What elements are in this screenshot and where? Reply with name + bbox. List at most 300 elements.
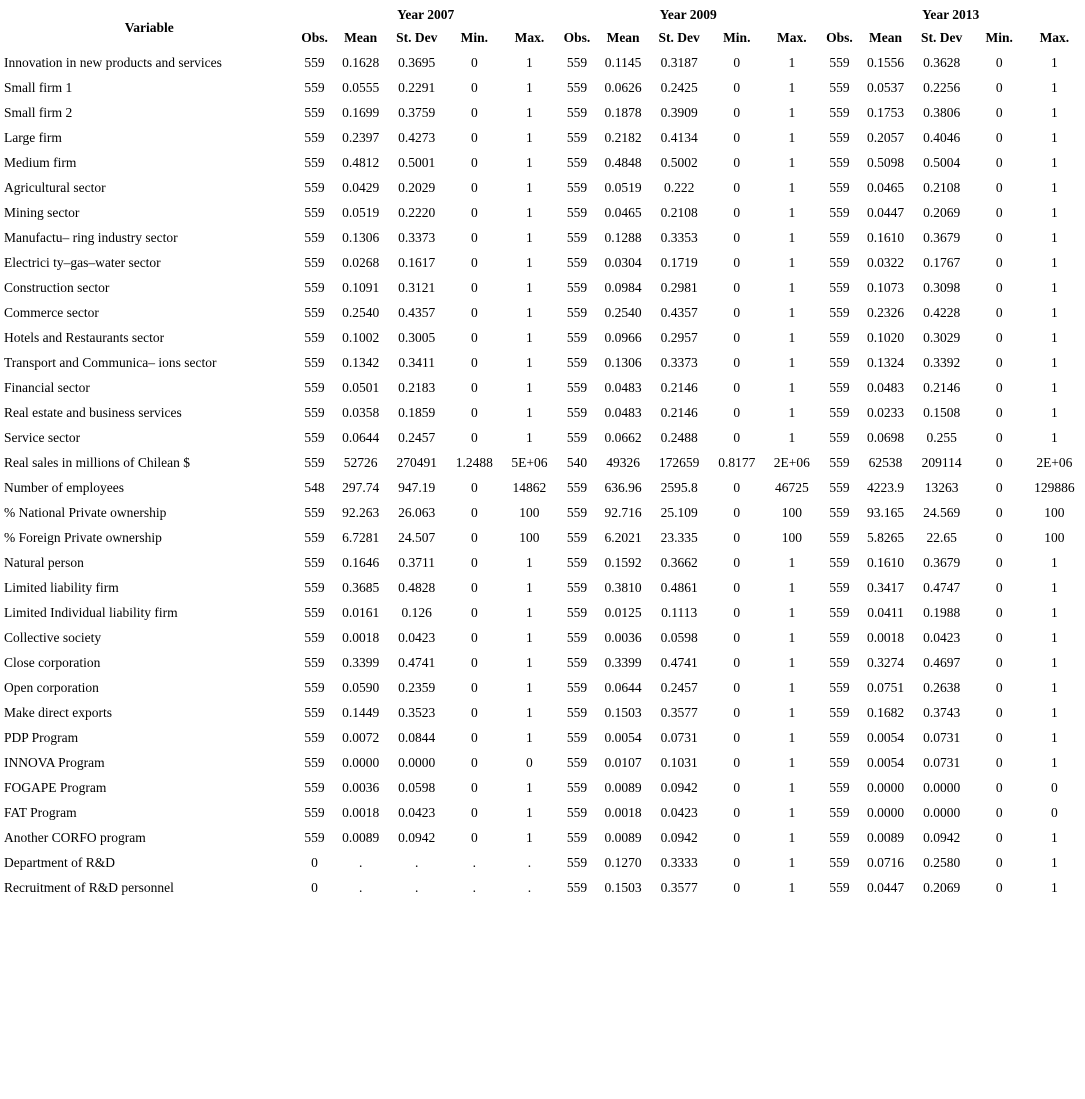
stat-value: 0.0483	[866, 380, 905, 395]
stat-value: 559	[304, 55, 325, 70]
stat-value: 0	[470, 580, 478, 595]
stat-value: 0	[995, 155, 1003, 170]
stat-value: 0	[733, 480, 741, 495]
stat-value: 0	[470, 380, 478, 395]
stat-value: 559	[566, 255, 588, 270]
stat-header-max: Max.	[514, 30, 545, 45]
stat-value: 0.0644	[604, 680, 642, 695]
variable-name: Collective society	[4, 630, 102, 645]
stat-value: 1	[526, 630, 533, 645]
stat-value: 0	[733, 880, 741, 895]
stat-value: 0	[733, 80, 741, 95]
stat-value: 0.0233	[866, 405, 905, 420]
stat-value: 1	[788, 355, 796, 370]
stat-value: 559	[829, 830, 850, 845]
stat-value: 0.1878	[604, 105, 642, 120]
stat-value: 0.1753	[866, 105, 905, 120]
stat-value: 0	[733, 305, 741, 320]
table-row	[4, 650, 1082, 675]
stat-value: 559	[566, 355, 588, 370]
stat-value: 1	[1051, 330, 1058, 345]
stat-value: 559	[566, 205, 588, 220]
stat-value: 559	[829, 355, 850, 370]
table-row	[4, 525, 1082, 550]
stat-value: 1	[1051, 655, 1058, 670]
stat-value: 0.0423	[398, 630, 436, 645]
stat-value: 0.0268	[342, 255, 380, 270]
stat-value: 0	[995, 530, 1003, 545]
variable-name: Recruitment of R&D personnel	[4, 880, 174, 895]
stat-value: 22.65	[926, 530, 957, 545]
variable-name: Small firm 2	[4, 105, 73, 120]
stat-value: 0.0942	[660, 780, 698, 795]
stat-value: 1	[526, 280, 533, 295]
stat-header-obs: Obs.	[301, 30, 328, 45]
stat-value: 0.0054	[866, 755, 905, 770]
stat-value: 0.4812	[342, 155, 380, 170]
stat-value: 0	[470, 105, 478, 120]
stat-value: 0	[470, 705, 478, 720]
stat-value: 559	[829, 380, 850, 395]
stat-value: 0.1610	[866, 555, 905, 570]
stat-value: 0	[470, 55, 478, 70]
stat-value: 0	[470, 630, 478, 645]
stat-value: 0.0447	[866, 880, 905, 895]
stat-value: 0.4741	[398, 655, 436, 670]
stat-value: 1	[788, 230, 796, 245]
stat-value: 559	[829, 405, 850, 420]
stat-value: 0	[995, 580, 1003, 595]
stat-value: 559	[829, 730, 850, 745]
stat-value: 25.109	[660, 505, 698, 520]
stat-value: 52726	[343, 455, 378, 470]
stat-value: 0.1767	[923, 255, 961, 270]
stat-value: 559	[304, 430, 325, 445]
table-row	[4, 475, 1082, 500]
stat-value: 0	[733, 205, 741, 220]
stat-value: 0.0322	[866, 255, 905, 270]
stat-value: 559	[304, 355, 325, 370]
stat-value: 559	[304, 730, 325, 745]
stat-value: 0.3695	[398, 55, 436, 70]
stat-value: 1	[526, 605, 533, 620]
stat-value: 559	[566, 880, 588, 895]
stat-value: 0	[995, 305, 1003, 320]
stat-value: 559	[829, 805, 850, 820]
stat-value: 0.0844	[398, 730, 436, 745]
stat-header-max: Max.	[777, 30, 807, 45]
stat-value: 0.255	[926, 430, 957, 445]
stat-value: 0	[311, 855, 318, 870]
stat-value: 1	[526, 655, 533, 670]
stat-value: 93.165	[866, 505, 905, 520]
stat-value: 2595.8	[660, 480, 698, 495]
stat-value: 0.222	[663, 180, 695, 195]
stat-value: 1	[788, 280, 796, 295]
stat-value: 0	[470, 480, 478, 495]
stat-value: 1	[1051, 830, 1058, 845]
stat-value: 559	[829, 655, 850, 670]
stat-value: 0.2957	[660, 330, 698, 345]
stat-value: 559	[566, 380, 588, 395]
stat-value: 1	[1051, 80, 1058, 95]
stat-value: 559	[304, 530, 325, 545]
stat-value: 559	[829, 80, 850, 95]
stat-value: 0.0662	[604, 430, 642, 445]
stat-value: 1	[788, 105, 796, 120]
stat-value: 0.1646	[342, 555, 380, 570]
table-row	[4, 325, 1082, 350]
stat-value: 559	[829, 755, 850, 770]
stat-value: 559	[829, 330, 850, 345]
stat-value: 559	[304, 680, 325, 695]
stat-value: 0.1682	[866, 705, 905, 720]
stat-value: 0.2220	[398, 205, 436, 220]
stat-header-mean: Mean	[606, 30, 640, 45]
stat-value: 0	[995, 280, 1003, 295]
stat-value: 0	[733, 380, 741, 395]
stat-value: 559	[829, 430, 850, 445]
stat-value: 0	[733, 680, 741, 695]
stat-value: 0.0537	[866, 80, 905, 95]
stat-value: 540	[566, 455, 588, 470]
stat-value: 0.5001	[398, 155, 436, 170]
stat-value: 559	[566, 680, 588, 695]
stat-value: 0.0411	[867, 605, 904, 620]
stat-value: 0.3810	[604, 580, 642, 595]
stat-value: 0.3759	[398, 105, 436, 120]
stat-value: 0.3743	[923, 705, 961, 720]
variable-name: Another CORFO program	[4, 830, 146, 845]
stat-value: 0	[995, 255, 1003, 270]
variable-name: Department of R&D	[4, 855, 115, 870]
variable-name: INNOVA Program	[4, 755, 105, 770]
stat-value: 0	[1051, 805, 1058, 820]
stat-value: 0.3577	[660, 880, 698, 895]
stat-value: 0	[995, 105, 1003, 120]
stat-value: 559	[566, 755, 588, 770]
stat-value: 0	[995, 430, 1003, 445]
stat-value: 1	[788, 680, 796, 695]
stat-value: 0.2540	[342, 305, 380, 320]
stat-value: 559	[829, 455, 850, 470]
variable-column-header: Variable	[124, 19, 174, 35]
stat-value: 2E+06	[1036, 455, 1073, 470]
stat-value: 0.0429	[342, 180, 380, 195]
stat-value: 0	[733, 705, 741, 720]
stat-value: 0.1617	[398, 255, 436, 270]
stat-value: 0	[470, 355, 478, 370]
stat-value: 0.3685	[342, 580, 380, 595]
stat-value: 0.0731	[660, 730, 698, 745]
stat-value: 0.4273	[398, 130, 436, 145]
stat-value: 1	[788, 305, 796, 320]
stat-value: 0	[733, 130, 741, 145]
stat-value: 0.0598	[660, 630, 698, 645]
stat-value: 559	[304, 705, 325, 720]
stat-value: 1	[788, 655, 796, 670]
stat-value: 0.1306	[604, 355, 642, 370]
stat-header-obs: Obs.	[826, 30, 853, 45]
year-2007-header: Year 2007	[397, 7, 455, 22]
stat-value: 1	[526, 830, 533, 845]
variable-name: Large firm	[4, 130, 62, 145]
stat-value: 559	[829, 480, 850, 495]
stat-value: 0.0018	[866, 630, 905, 645]
stat-value: 0.0598	[398, 780, 436, 795]
stat-value: 0.0125	[604, 605, 642, 620]
stat-value: 559	[304, 555, 325, 570]
stat-value: 559	[566, 55, 588, 70]
table-row	[4, 625, 1082, 650]
stat-value: 1	[526, 580, 533, 595]
stat-value: 0.1592	[604, 555, 642, 570]
table-row	[4, 875, 1082, 900]
stat-value: 559	[304, 380, 325, 395]
variable-name: Innovation in new products and services	[4, 55, 222, 70]
stat-value: 559	[304, 755, 325, 770]
stat-value: 1	[526, 55, 533, 70]
stat-value: 0.4046	[923, 130, 961, 145]
stat-value: 4223.9	[866, 480, 905, 495]
stat-value: 0.0000	[866, 780, 905, 795]
stat-value: 559	[829, 555, 850, 570]
stat-value: 559	[566, 830, 588, 845]
stat-value: 0.3411	[398, 355, 436, 370]
stat-value: 0.1628	[342, 55, 380, 70]
stat-value: 0.0107	[604, 755, 642, 770]
stat-value: 1	[526, 430, 533, 445]
stat-value: 559	[829, 130, 850, 145]
stat-value: 559	[566, 630, 588, 645]
stat-header-stdev: St. Dev	[396, 30, 438, 45]
stat-value: 0.2359	[398, 680, 436, 695]
stat-value: 1	[526, 380, 533, 395]
stat-value: 0.1449	[342, 705, 380, 720]
stat-value: 0.1306	[342, 230, 380, 245]
stat-value: 1	[526, 180, 533, 195]
stat-value: 0.2540	[604, 305, 642, 320]
stat-value: 0	[470, 555, 478, 570]
stat-value: 0.3417	[866, 580, 905, 595]
stat-value: 1	[788, 805, 796, 820]
stat-value: 0.5098	[866, 155, 905, 170]
stat-value: 5.8265	[866, 530, 905, 545]
stat-value: .	[527, 880, 532, 895]
stat-value: 0.0751	[866, 680, 905, 695]
variable-name: FOGAPE Program	[4, 780, 107, 795]
stat-value: 0.2397	[342, 130, 380, 145]
stat-value: 0.0483	[604, 380, 642, 395]
stat-value: 1	[1051, 355, 1058, 370]
stat-value: 0	[733, 155, 741, 170]
stat-value: 0	[733, 105, 741, 120]
stat-value: 0.3399	[604, 655, 642, 670]
stat-value: 559	[566, 480, 588, 495]
table-row	[4, 675, 1082, 700]
stat-value: 0.0000	[923, 805, 961, 820]
stat-value: 1	[526, 330, 533, 345]
stat-value: 0.1020	[866, 330, 905, 345]
stat-value: 1	[788, 55, 796, 70]
table-row	[4, 400, 1082, 425]
variable-name: FAT Program	[4, 805, 77, 820]
stat-value: 0.0966	[604, 330, 642, 345]
variable-name: Close corporation	[4, 655, 101, 670]
stat-value: 0	[995, 780, 1003, 795]
stat-value: 0	[470, 755, 478, 770]
stat-value: 0	[995, 355, 1003, 370]
stat-value: 0	[995, 55, 1003, 70]
table-row	[4, 275, 1082, 300]
table-row	[4, 225, 1082, 250]
stat-value: 0	[470, 655, 478, 670]
stat-value: 559	[829, 205, 850, 220]
stat-value: 1	[788, 780, 796, 795]
stat-value: 0.3711	[398, 555, 436, 570]
stat-value: 1	[788, 80, 796, 95]
stat-value: 0.3628	[923, 55, 961, 70]
stat-value: 0.0089	[604, 830, 642, 845]
stat-value: .	[472, 855, 476, 870]
stat-value: 0.3679	[923, 230, 961, 245]
stat-value: 2E+06	[773, 455, 810, 470]
stat-value: 1	[788, 430, 796, 445]
stat-value: 0.2488	[660, 430, 698, 445]
stat-value: 0	[733, 655, 741, 670]
stat-value: 559	[829, 180, 850, 195]
stat-value: 559	[566, 805, 588, 820]
stat-value: 559	[566, 430, 588, 445]
stat-value: 0	[995, 855, 1003, 870]
stat-value: 559	[304, 80, 325, 95]
stat-value: 0.1270	[604, 855, 642, 870]
stat-value: 0.1859	[398, 405, 436, 420]
stat-value: 559	[304, 780, 325, 795]
stat-value: 0.0054	[866, 730, 905, 745]
stat-value: .	[527, 855, 532, 870]
stat-value: 0	[995, 505, 1003, 520]
stat-value: .	[358, 880, 363, 895]
stat-value: 0.5002	[660, 155, 698, 170]
variable-name: Agricultural sector	[4, 180, 106, 195]
stat-value: 0	[995, 630, 1003, 645]
stat-value: 14862	[512, 480, 547, 495]
stat-value: 0.0018	[604, 805, 642, 820]
table-row	[4, 775, 1082, 800]
stat-value: 23.335	[660, 530, 698, 545]
stat-value: 100	[519, 505, 540, 520]
stat-value: 0.4848	[604, 155, 642, 170]
stat-value: 0	[470, 130, 478, 145]
variable-name: Transport and Communica– ions sector	[4, 355, 217, 370]
stat-value: 0.1719	[660, 255, 698, 270]
stat-value: 0	[470, 155, 478, 170]
stat-value: 0	[470, 780, 478, 795]
stat-value: 559	[304, 105, 325, 120]
stat-value: 0.0358	[342, 405, 380, 420]
stat-value: 559	[566, 505, 588, 520]
table-row	[4, 700, 1082, 725]
stat-value: 0	[995, 230, 1003, 245]
stat-value: 1	[526, 255, 533, 270]
stat-value: 559	[829, 855, 850, 870]
stat-value: 0.0447	[866, 205, 905, 220]
stat-value: 0.1503	[604, 880, 642, 895]
stat-value: 0.0018	[342, 630, 380, 645]
stat-value: 1	[526, 155, 533, 170]
stat-value: 0	[733, 780, 741, 795]
stat-value: 0.1342	[342, 355, 380, 370]
stat-value: 559	[829, 505, 850, 520]
stat-value: 559	[566, 705, 588, 720]
stat-value: 0	[733, 580, 741, 595]
stat-value: 0.2580	[923, 855, 961, 870]
stat-value: 559	[566, 105, 588, 120]
stat-value: 0	[995, 380, 1003, 395]
variable-name: Electrici ty–gas–water sector	[4, 255, 161, 270]
stat-value: 559	[566, 780, 588, 795]
stat-value: 0.3187	[660, 55, 698, 70]
table-row	[4, 250, 1082, 275]
variable-name: Financial sector	[4, 380, 90, 395]
table-row	[4, 600, 1082, 625]
stat-value: 559	[566, 155, 588, 170]
stat-value: 0.2108	[660, 205, 698, 220]
stat-value: 0	[470, 830, 478, 845]
stat-value: 0.4861	[660, 580, 698, 595]
stat-value: 0.3373	[398, 230, 436, 245]
stat-value: 559	[304, 455, 325, 470]
stat-value: 1	[526, 680, 533, 695]
variable-name: Construction sector	[4, 280, 110, 295]
variable-name: Manufactu– ring industry sector	[4, 230, 178, 245]
variable-name: Limited Individual liability firm	[4, 605, 178, 620]
stat-value: 0.0501	[342, 380, 380, 395]
stat-header-min: Min.	[985, 30, 1013, 45]
stat-value: 0	[470, 730, 478, 745]
year-2013-header: Year 2013	[922, 7, 980, 22]
stat-value: 24.507	[398, 530, 436, 545]
stat-value: 559	[829, 305, 850, 320]
stat-value: 1	[788, 255, 796, 270]
stat-value: 1	[788, 830, 796, 845]
stat-value: 5E+06	[511, 455, 548, 470]
stat-value: 559	[829, 605, 850, 620]
stat-value: 0.4747	[923, 580, 961, 595]
stat-value: 1	[788, 880, 796, 895]
stat-value: 0	[995, 205, 1003, 220]
stat-value: 1	[1051, 605, 1058, 620]
stat-value: 0	[995, 455, 1003, 470]
stat-header-stdev: St. Dev	[658, 30, 700, 45]
stat-value: 559	[304, 230, 325, 245]
stat-header-mean: Mean	[869, 30, 903, 45]
stat-value: 0.2256	[923, 80, 961, 95]
stat-value: 548	[304, 480, 325, 495]
table-row	[4, 175, 1082, 200]
stat-value: 0.0000	[342, 755, 380, 770]
stat-value: 0.2291	[398, 80, 436, 95]
stat-value: 0.0423	[660, 805, 698, 820]
stat-value: 0	[733, 505, 741, 520]
stat-value: 1	[1051, 255, 1058, 270]
stat-value: 0	[733, 430, 741, 445]
stat-value: 0.1113	[661, 605, 698, 620]
variable-name: Natural person	[4, 555, 84, 570]
stat-value: 0.2069	[923, 880, 961, 895]
stat-value: 1	[788, 755, 796, 770]
